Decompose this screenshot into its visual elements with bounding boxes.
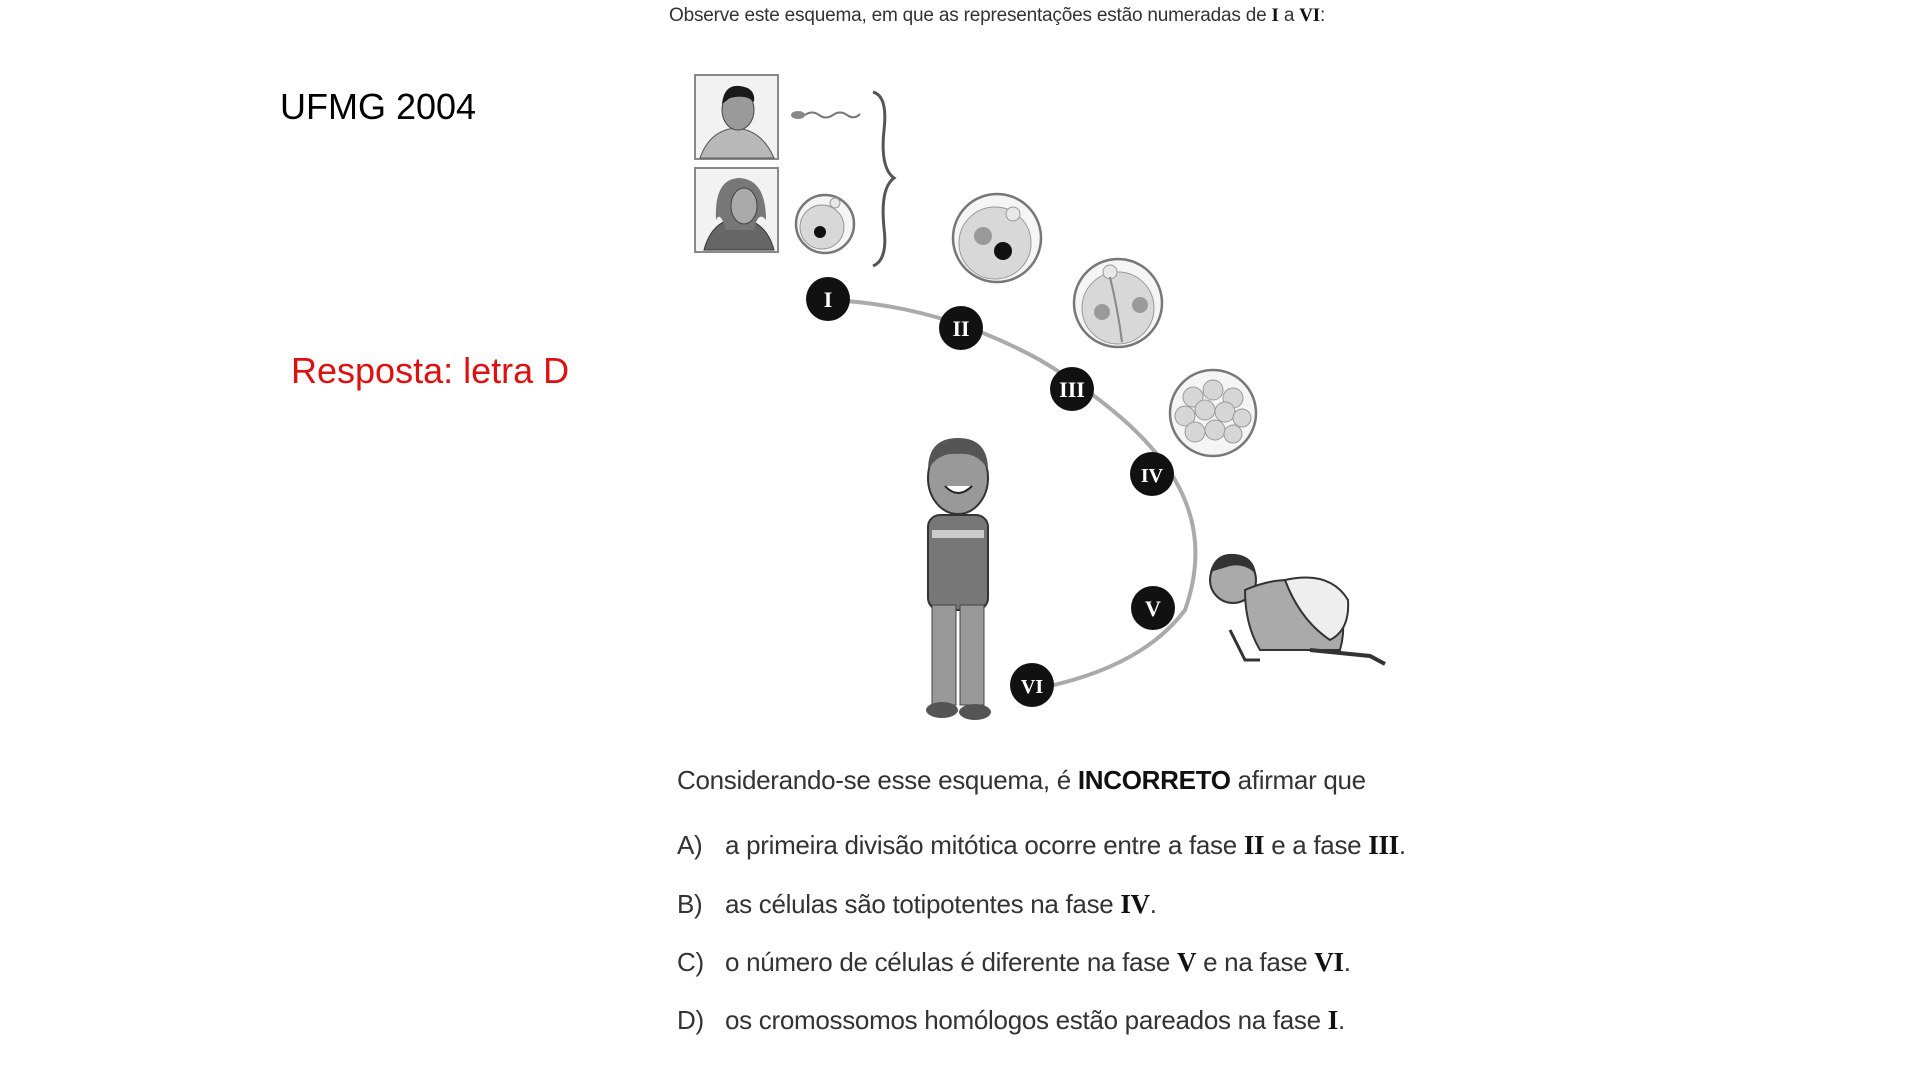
option-letter: D) [677,1005,704,1035]
source-label: UFMG 2004 [280,86,477,127]
svg-text:IV: IV [1140,465,1164,487]
option-text: o número de células é diferente na fase [725,947,1177,977]
option-end: . [1149,889,1157,919]
option-numeral: IV [1120,889,1150,919]
zygote [953,194,1041,282]
stage-marker-ii [939,306,983,350]
svg-text:I: I [823,287,833,312]
intro-from: I [1271,5,1279,26]
option-letter: A) [677,830,703,860]
intro-prefix: Observe este esquema, em que as representações estão numeradas de [669,5,1272,26]
answer-label: Resposta: letra D [291,350,570,391]
option-b [677,889,1157,920]
two-cell-embryo [1074,259,1162,347]
intro-suffix: : [1320,5,1326,26]
question-intro [669,5,1325,27]
development-diagram [670,60,1390,730]
stage-marker-iii [1050,367,1094,411]
morula [1170,370,1256,456]
option-text: os cromossomos homólogos estão pareados na fase [725,1005,1328,1035]
egg-cell [796,195,854,253]
option-end: . [1343,947,1351,977]
prompt-bold: INCORRETO [1077,765,1231,795]
option-numeral: VI [1314,947,1344,977]
option-end: . [1337,1005,1345,1035]
prompt-prefix: Considerando-se esse esquema, é [677,765,1078,795]
option-end: . [1398,830,1406,860]
option-a [677,830,1406,861]
question-prompt [677,765,1366,796]
option-numeral: I [1327,1005,1338,1035]
smiling-girl [926,438,991,720]
option-numeral: II [1243,830,1265,860]
intro-to: VI [1299,5,1320,26]
intro-mid: a [1278,5,1300,26]
option-numeral: V [1176,947,1197,977]
option-numeral: III [1368,830,1399,860]
development-curve [830,300,1195,690]
option-text: as células são totipotentes na fase [725,889,1121,919]
svg-text:V: V [1145,596,1161,621]
option-d [677,1005,1345,1036]
stage-marker-iv [1130,452,1174,496]
woman-portrait [695,168,778,252]
svg-text:VI: VI [1020,676,1044,698]
stage-marker-v [1131,586,1175,630]
man-portrait [695,75,778,159]
prompt-suffix: afirmar que [1230,765,1366,795]
option-text: a primeira divisão mitótica ocorre entre a fase [725,830,1244,860]
option-letter: B) [677,889,703,919]
stage-marker-i [806,277,850,321]
svg-text:III: III [1059,377,1085,402]
svg-text:II: II [952,316,970,341]
stage-marker-vi [1010,663,1054,707]
sperm-cell [791,111,860,119]
option-c [677,947,1351,978]
option-text-mid: e na fase [1196,947,1315,977]
option-letter: C) [677,947,704,977]
option-text-mid: e a fase [1264,830,1369,860]
crawling-baby [1210,554,1385,664]
brace-icon [873,92,894,266]
